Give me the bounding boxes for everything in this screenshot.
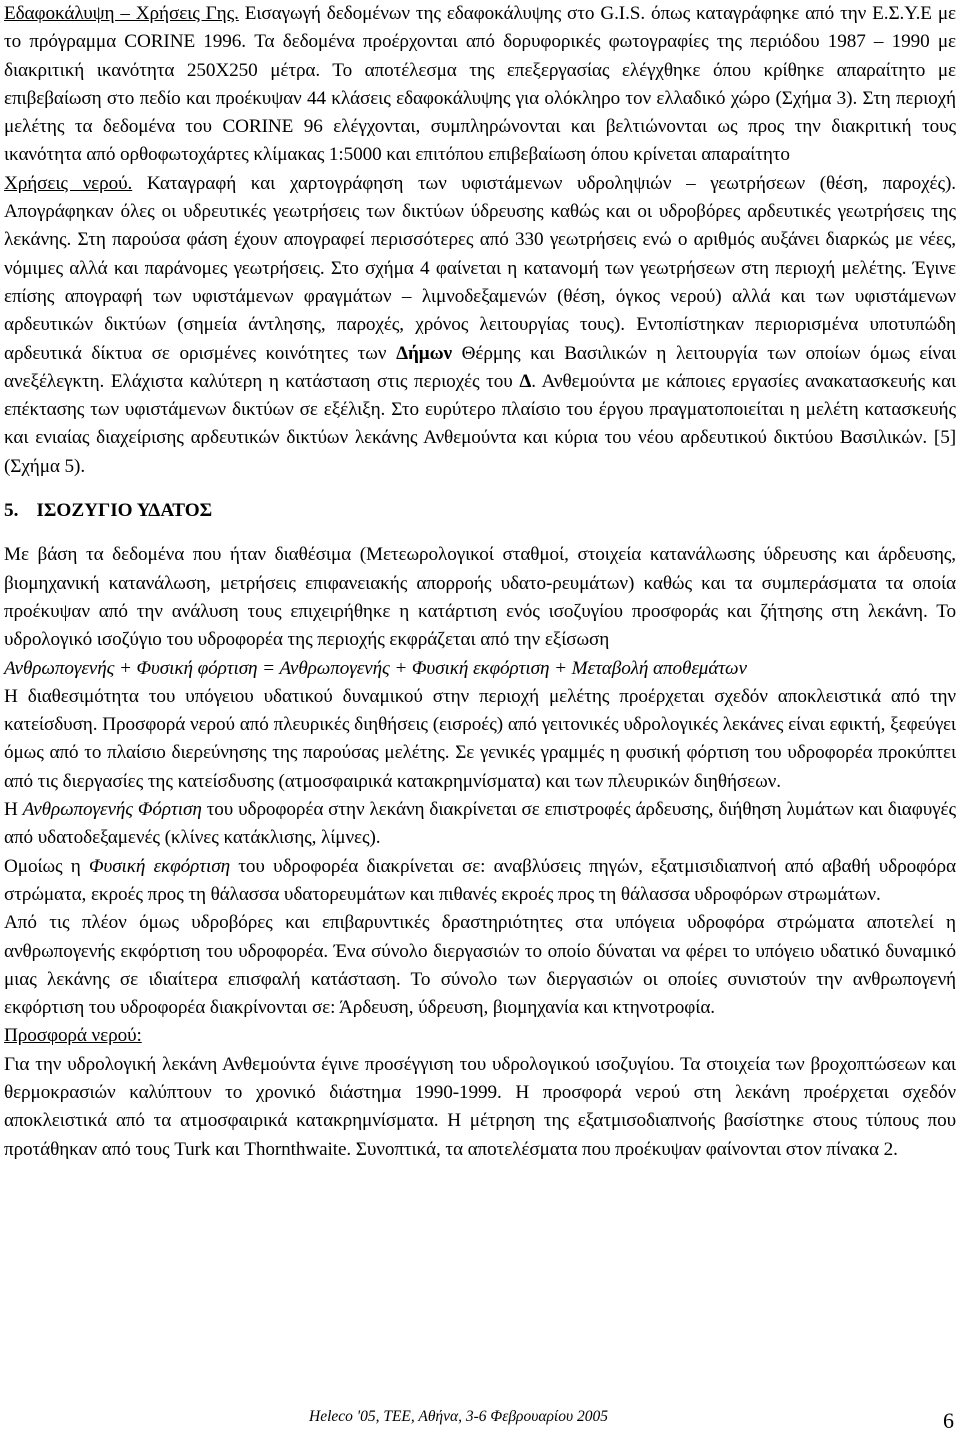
balance-equation: Ανθρωπογενής + Φυσική φόρτιση = Ανθρωπογενής + Φυσική εκφόρτιση + Μεταβολή αποθεμάτων bbox=[4, 657, 747, 679]
anthro-pre: Η bbox=[4, 799, 23, 821]
natural-term: Φυσική εκφόρτιση bbox=[88, 855, 231, 877]
water-uses-text-2: Θέρμης και Βασιλικών η λειτουργία των οποίων όμως είναι ανεξέλεγκτη. Ελάχιστα καλύτερη η κατάσταση στις περιοχές του bbox=[4, 342, 957, 392]
spacer bbox=[4, 481, 956, 497]
water-uses-text-3: . Ανθεμούντα με κάποιες εργασίες ανακατασκευής και επέκτασης των υφιστάμενων δικτύων σε εξέλιξη. Στο ευρύτερο πλαίσιο του έργου πραγματοποιείται η μελέτη κατασκευής και ενιαίας διαχείρισης αρδευτικών δικτύων λεκάνης Ανθεμούντα και κύρια του νέου αρδευτικού δικτύου Βασιλικών. [5](Σχήμα 5). bbox=[4, 370, 957, 477]
paragraph-availability: Η διαθεσιμότητα του υπόγειου υδατικού δυναμικού στην περιοχή μελέτης προέρχεται σχεδόν αποκλειστικά από την κατείσδυση. Προσφορά νερού από πλευρικές διηθήσεις (εισροές) από γειτονικές υδρολογικές λεκάνες είναι εφικτή, ξεφεύγει όμως από το πλαίσιο διερεύνησης της παρούσας μελέτης. Σε γενικές γραμμές η φυσική φόρτιση του υδροφορέα προκύπτει από τις διεργασίες της κατείσδυσης (ατμοσφαιρικά κατακρημνίσματα) και των πλευρικών διηθήσεων. bbox=[4, 685, 956, 792]
paragraph-supply: Για την υδρολογική λεκάνη Ανθεμούντα έγινε προσέγγιση του υδρολογικού ισοζυγίου. Τα στοιχεία των βροχοπτώσεων και θερμοκρασιών καλύπτουν το χρονικό διάστημα 1990-1999. Η προσφορά νερού στη λεκάνη προέρχεται σχεδόν αποκλειστικά από τα ατμοσφαιρικά κατακρημνίσματα. Η μέτρηση της εξατμισοδιαπνοής βασίστηκε στους τύπους που προτάθηκαν από τους Turk και Thornthwaite. Συνοπτικά, τα αποτελέσματα που προέκυψαν φαίνονται στον πίνακα 2. bbox=[4, 1053, 956, 1160]
paragraph-pumping: Από τις πλέον όμως υδροβόρες και επιβαρυντικές δραστηριότητες στα υπόγεια υδροφόρα στρώματα αποτελεί η ανθρωπογενής εκφόρτιση του υδροφορέα. Ένα σύνολο διεργασιών το οποίο δύναται να φέρει το υπόγειο υδατικό δυναμικό μιας λεκάνης σε ιδιαίτερα επισφαλή κατάσταση. Το σύνολο των διεργασιών οι οποίες συνιστούν την ανθρωπογενή εκφόρτιση του υδροφορέα διακρίνονται σε: Άρδευση, ύδρευση, βιομηχανία και κτηνοτροφία. bbox=[4, 912, 956, 1019]
natural-post: του υδροφορέα διακρίνεται σε: αναβλύσεις πηγών, εξατμισιδιαπνοή από αβαθή υδροφόρα στρώματα, εκροές προς τη θάλασσα υδατορευμάτων και πιθανές εκροές προς τη θάλασσα υδροφόρων στρωμάτων. bbox=[4, 855, 956, 905]
spacer bbox=[4, 525, 956, 541]
paragraph-balance-intro: Με βάση τα δεδομένα που ήταν διαθέσιμα (Μετεωρολογικοί σταθμοί, στοιχεία κατανάλωσης ύδρευσης και άρδευσης, βιομηχανική κατανάλωση, μετρήσεις επιφανειακής απορροής υδατο-ρευμάτων) καθώς και τα συμπεράσματα τα οποία προέκυψαν από την ανάλυση τους επιχειρήθηκε η κατάρτιση ενός ισοζυγίου προσφοράς και ζήτησης στη λεκάνη. Το υδρολογικό ισοζύγιο του υδροφορέα της περιοχής εκφράζεται από την εξίσωση bbox=[4, 544, 956, 651]
section-number: 5. bbox=[4, 500, 19, 522]
paragraph-water-uses bbox=[4, 170, 956, 481]
paragraph-natural-discharge bbox=[4, 853, 956, 910]
supply-label-line bbox=[4, 1022, 956, 1050]
anthro-post: του υδροφορέα στην λεκάνη διακρίνεται σε επιστροφές άρδευσης, διήθηση λυμάτων και διαφυγές από υδατοδεξαμενές (κλίνες κατάκλισης, λίμνες). bbox=[4, 799, 956, 849]
paragraph-land-cover bbox=[4, 0, 956, 170]
paragraph-anthropogenic-recharge bbox=[4, 796, 956, 853]
page-footer bbox=[0, 1402, 960, 1432]
supply-label: Προσφορά νερού: bbox=[4, 1025, 142, 1047]
section-title: ΙΣΟΖΥΓΙΟ ΥΔΑΤΟΣ bbox=[36, 500, 213, 522]
footer-text: Heleco '05, ΤΕΕ, Αθήνα, 3-6 Φεβρουαρίου 2005 bbox=[309, 1408, 608, 1425]
water-uses-text-1: Καταγραφή και χαρτογράφηση των υφιστάμενων υδροληψιών – γεωτρήσεων (θέση, παροχές). Απογράφηκαν όλες οι υδρευτικές γεωτρήσεις των δικτύων ύδρευσης καθώς και οι υδροβόρες αρδευτικές γεωτρήσεις της λεκάνης. Στη παρούσα φάση έχουν απογραφεί περισσότερες από 330 γεωτρήσεις ενώ ο αριθμός αυξάνει διαρκώς με νέες, νόμιμες αλλά και παράνομες γεωτρήσεις. Στο σχήμα 4 φαίνεται η κατανομή των γεωτρήσεων στη περιοχή μελέτης. Έγινε επίσης απογραφή των υφιστάμενων φραγμάτων – λιμνοδεξαμενών (θέση, όγκος νερού) αλλά και των υφιστάμενων αρδευτικών δικτύων (σημεία άντλησης, παροχές, χρόνος λειτουργίας τους). Εντοπίστηκαν περιορισμένα υποτυπώδη αρδευτικά δίκτυα σε ορισμένες κοινότητες των bbox=[4, 172, 956, 364]
water-uses-bold-2: Δ bbox=[519, 370, 532, 392]
section-heading bbox=[4, 497, 956, 525]
anthro-term: Ανθρωπογενής Φόρτιση bbox=[22, 799, 202, 821]
land-cover-text: Εισαγωγή δεδομένων της εδαφοκάλυψης στο G.I.S. όπως καταγράφηκε από την Ε.Σ.Υ.Ε με το πρόγραμμα CORINE 1996. Τα δεδομένα προέρχονται από δορυφορικές φωτογραφίες της περιόδου 1987 – 1990 με διακριτική ικανότητα 250Χ250 μέτρα. Το αποτέλεσμα της επεξεργασίας ελέγχθηκε όπου κρίθηκε απαραίτητο με επιβεβαίωση στο πεδίο και προέκυψαν 44 κλάσεις εδαφοκάλυψης για ολόκληρο τον ελλαδικό χώρο (Σχήμα 3). Στη περιοχή μελέτης τα δεδομένα του CORINE 96 ελέγχονται, συμπληρώνονται και βελτιώνονται ως προς την διακριτική τους ικανότητα από ορθοφωτοχάρτες κλίμακας 1:5000 και επιτόπου επιβεβαίωση όπου κρίνεται απαραίτητο bbox=[4, 3, 956, 166]
document-page bbox=[4, 0, 956, 1164]
water-uses-bold-1: Δήμων bbox=[396, 342, 452, 364]
natural-pre: Ομοίως η bbox=[4, 855, 89, 877]
water-uses-label: Χρήσεις νερού. bbox=[4, 172, 133, 194]
land-cover-label: Εδαφοκάλυψη – Χρήσεις Γης. bbox=[4, 3, 239, 24]
page-number: 6 bbox=[943, 1408, 954, 1433]
